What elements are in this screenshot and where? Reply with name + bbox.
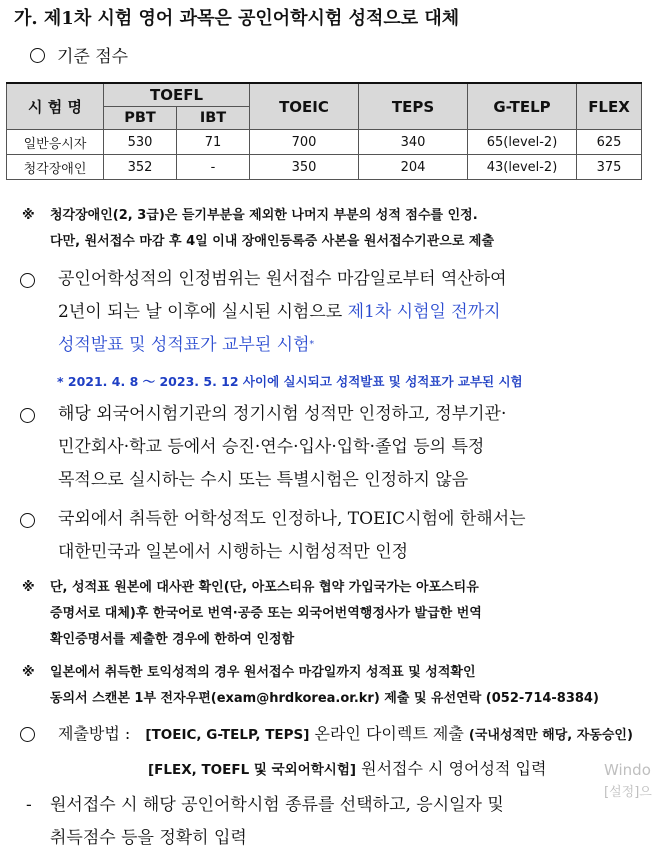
reference-mark: ※ bbox=[22, 208, 35, 223]
submission-method bbox=[20, 717, 647, 787]
cell-pbt: 530 bbox=[104, 130, 177, 155]
circle-bullet-icon bbox=[20, 513, 35, 528]
circle-bullet-icon bbox=[20, 408, 35, 423]
para-line: 원서접수 시 해당 공인어학시험 종류를 선택하고, 응시일자 및 bbox=[50, 795, 504, 815]
cell-name: 청각장애인 bbox=[7, 155, 104, 180]
submission-line bbox=[58, 717, 647, 752]
cell-pbt: 352 bbox=[104, 155, 177, 180]
note-line: 단, 성적표 원본에 대사관 확인(단, 아포스티유 협약 가입국가는 아포스티유 bbox=[50, 580, 479, 595]
cell-gtelp: 65(level-2) bbox=[468, 130, 577, 155]
cell-ibt: - bbox=[177, 155, 250, 180]
submission-manual-text: 원서접수 시 영어성적 입력 bbox=[356, 759, 547, 778]
para-line: 목적으로 실시하는 수시 또는 특별시험은 인정하지 않음 bbox=[58, 470, 469, 490]
para-line bbox=[58, 296, 647, 329]
reference-mark: ※ bbox=[22, 580, 35, 595]
circle-bullet-icon bbox=[20, 273, 35, 288]
cell-flex: 625 bbox=[577, 130, 642, 155]
header-ibt: IBT bbox=[177, 107, 250, 130]
cell-toeic: 700 bbox=[250, 130, 359, 155]
note-line: 청각장애인(2, 3급)은 듣기부분을 제외한 나머지 부분의 성적 점수를 인정. bbox=[50, 208, 478, 223]
header-flex: FLEX bbox=[577, 83, 642, 130]
submission-tests-online: [TOEIC, G-TELP, TEPS] bbox=[145, 727, 310, 743]
overseas-score-paragraph bbox=[20, 503, 647, 569]
header-gtelp: G-TELP bbox=[468, 83, 577, 130]
criteria-heading-text: 기준 점수 bbox=[57, 47, 129, 67]
para-line: 대한민국과 일본에서 시행하는 시험성적만 인정 bbox=[58, 542, 409, 562]
recognition-range-paragraph bbox=[20, 263, 647, 362]
highlight-text: 성적발표 및 성적표가 교부된 시험 bbox=[58, 335, 310, 355]
submission-tests-manual: [FLEX, TOEFL 및 국외어학시험] bbox=[148, 762, 357, 778]
footnote-mark: * bbox=[309, 340, 315, 350]
para-line: 국외에서 취득한 어학성적도 인정하나, TOEIC시험에 한해서는 bbox=[58, 509, 526, 529]
header-exam: 시 험 명 bbox=[7, 83, 104, 130]
note-hearing-impaired bbox=[22, 203, 494, 255]
note-line: 동의서 스캔본 1부 전자우편(exam@hrdkorea.or.kr) 제출 및 유선연락 (052-714-8384) bbox=[50, 691, 599, 706]
circle-bullet-icon bbox=[30, 48, 45, 63]
note-japan-toeic bbox=[22, 660, 599, 712]
cell-gtelp: 43(level-2) bbox=[468, 155, 577, 180]
cell-toeic: 350 bbox=[250, 155, 359, 180]
para-line-part: 2년이 되는 날 이후에 실시된 시험으로 bbox=[58, 302, 348, 322]
header-pbt: PBT bbox=[104, 107, 177, 130]
highlight-text: 제1차 시험일 전까지 bbox=[347, 302, 501, 322]
dash-bullet: - bbox=[26, 795, 32, 815]
date-range-note: * 2021. 4. 8 ～ 2023. 5. 12 사이에 실시되고 성적발표 및 성적표가 교부된 시험 bbox=[57, 374, 523, 389]
note-line: 다만, 원서접수 마감 후 4일 이내 장애인등록증 사본을 원서접수기관으로 제출 bbox=[50, 234, 495, 249]
cell-flex: 375 bbox=[577, 155, 642, 180]
reference-mark: ※ bbox=[22, 665, 35, 680]
note-apostille bbox=[22, 575, 482, 653]
circle-bullet-icon bbox=[20, 727, 35, 742]
criteria-heading bbox=[30, 42, 128, 67]
submission-online-text: 온라인 다이렉트 제출 bbox=[309, 724, 469, 743]
cell-name: 일반응시자 bbox=[7, 130, 104, 155]
note-line: 확인증명서를 제출한 경우에 한하여 인정함 bbox=[50, 632, 295, 647]
para-line bbox=[58, 329, 647, 362]
para-line: 공인어학성적의 인정범위는 원서접수 마감일로부터 역산하여 bbox=[58, 269, 507, 289]
para-line: 취득점수 등을 정확히 입력 bbox=[50, 828, 247, 848]
submission-online-note: (국내성적만 해당, 자동승인) bbox=[468, 728, 633, 743]
submission-line bbox=[148, 752, 647, 787]
para-line: 해당 외국어시험기관의 정기시험 성적만 인정하고, 정부기관· bbox=[58, 404, 507, 424]
activation-watermark: [설정]으 bbox=[604, 785, 652, 800]
regular-exam-paragraph bbox=[20, 398, 647, 497]
note-line: 증명서로 대체)후 한국어로 번역·공증 또는 외국어번역행정사가 발급한 번역 bbox=[50, 606, 482, 621]
cell-teps: 204 bbox=[359, 155, 468, 180]
cell-ibt: 71 bbox=[177, 130, 250, 155]
input-instruction bbox=[20, 789, 647, 855]
cell-teps: 340 bbox=[359, 130, 468, 155]
header-teps: TEPS bbox=[359, 83, 468, 130]
submission-label: 제출방법 : bbox=[58, 724, 131, 743]
para-line: 민간회사·학교 등에서 승진·연수·입사·입학·졸업 등의 특정 bbox=[58, 437, 485, 457]
table-row bbox=[7, 155, 642, 180]
score-table bbox=[6, 82, 642, 180]
table-row bbox=[7, 130, 642, 155]
header-toefl: TOEFL bbox=[104, 83, 250, 107]
note-line: 일본에서 취득한 토익성적의 경우 원서접수 마감일까지 성적표 및 성적확인 bbox=[50, 665, 476, 680]
header-toeic: TOEIC bbox=[250, 83, 359, 130]
activation-watermark: Windo bbox=[604, 761, 651, 779]
section-title: 가. 제1차 시험 영어 과목은 공인어학시험 성적으로 대체 bbox=[14, 8, 460, 29]
